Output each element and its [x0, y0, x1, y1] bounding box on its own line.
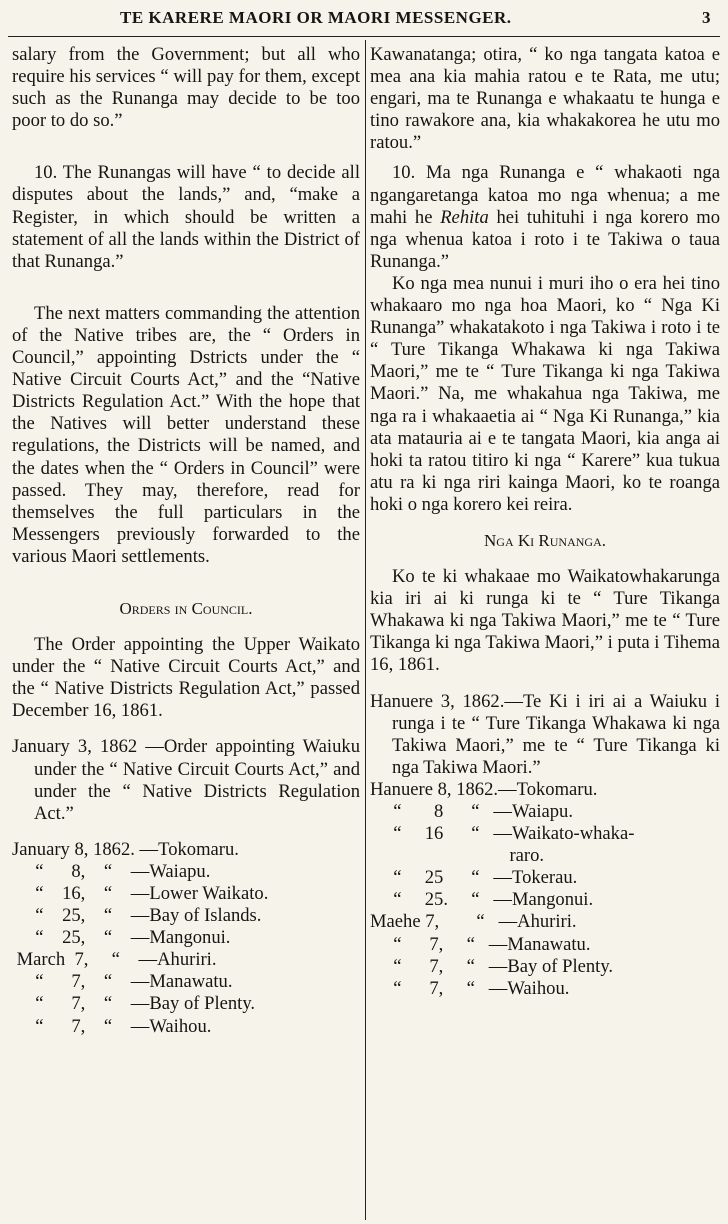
date-entry: “ 7, “ —Manawatu.: [12, 971, 233, 993]
runanga-whenua-paragraph: [370, 162, 720, 272]
column-divider: [365, 40, 366, 1220]
date-entry: “ 8, “ —Waiapu.: [12, 860, 211, 882]
date-entry: January 8, 1862. —Tokomaru.: [12, 838, 239, 860]
orders-heading: Orders in Council.: [119, 598, 253, 618]
date-entry: March 7, “ —Ahuriri.: [12, 949, 217, 971]
maori-column: [370, 44, 720, 1000]
date-entry: raro.: [370, 845, 545, 867]
paragraph-text: hei tuhituhi i nga korero mo nga whenua katoa i roto i te Takiwa o taua Runanga.”: [370, 206, 720, 272]
date-entry: Maehe 7, “ —Ahuriri.: [370, 911, 577, 933]
date-entry: “ 7, “ —Waihou.: [12, 1015, 212, 1037]
date-entry: Hanuere 8, 1862.—Tokomaru.: [370, 778, 598, 800]
hanuere-paragraph: Hanuere 3, 1862.—Te Ki i iri ai a Waiuku i runga i te “ Ture Tikanga Whakawa ki nga Takiwa Maori,” me te “ Ture Tikanga ki nga Takiwa Maori.”: [370, 690, 720, 778]
date-entry: “ 16 “ —Waikato-whaka-: [370, 823, 635, 845]
nga-ki-intro-paragraph: Ko nga mea nunui i muri iho o era hei tino whakaaro mo nga hoa Maori, ko “ Nga Ki Runanga” whakatakoto i nga Takiwa i roto i te “ Ture Tikanga Whakawa ki nga Takiwa Maori,” me te “ Ture Tikanga ki nga Takiwa Maori.” Na, me whakahua nga Takiwa, me nga ra i whakaaetia ai “ Nga Ki Runanga,” kia ata matauria ai e te tangata Maori, kia anga ai hoki ta ratou titiro ki nga “ Karere” kua tukua atu ra ki nga riri kainga Maori, ko te roanga hoki o nga korero kei reira.: [370, 272, 720, 515]
page-number: 3: [702, 8, 711, 27]
paragraph-text: 10. Ma nga Runanga e “ whakaoti nga ngangaretanga katoa mo nga whenua; a me mahi he: [370, 162, 720, 228]
date-entry: “ 8 “ —Waiapu.: [370, 801, 573, 822]
date-list: [12, 839, 360, 1038]
kawanatanga-paragraph: Kawanatanga; otira, “ ko nga tangata katoa e mea ana kia mahia ratou e te Rata, me utu; engari, ma te Runanga e whakaatu te hunga e tino rawakore ana, kia whakakorea he utu mo ratou.”: [370, 44, 720, 154]
nga-ki-heading: Nga Ki Runanga.: [484, 530, 606, 550]
orders-intro-paragraph: The next matters commanding the attention of the Native tribes are, the “ Orders in Council,” appointing Dstricts under the “ Native Circuit Courts Act,” and the “Native Districts Regulation Act.” With the hope that the Natives will better understand these regulations, the Districts will be named, and the dates when the “ Orders in Council” were passed. They may, therefore, read for themselves the full particulars in the Messengers previously forwarded to the various Maori settlements.: [12, 302, 360, 567]
upper-waikato-paragraph: The Order appointing the Upper Waikato under the “ Native Circuit Courts Act,” and the “ Native Districts Regulation Act,” passed December 16, 1861.: [12, 634, 360, 722]
date-entry: “ 25, “ —Bay of Islands.: [12, 905, 262, 927]
waiuku-paragraph: January 3, 1862 —Order appointing Waiuku under the “ Native Circuit Courts Act,” and under the “ Native Districts Regulation Act.”: [12, 736, 360, 824]
date-entry: “ 25 “ —Tokerau.: [370, 867, 578, 889]
date-entry: “ 25, “ —Mangonui.: [12, 927, 231, 949]
date-entry: “ 25. “ —Mangonui.: [370, 889, 594, 911]
date-list: [370, 779, 720, 1000]
salary-paragraph: salary from the Government; but all who require his services “ will pay for them, except such as the Runanga may decide to be too poor to do so.”: [12, 44, 360, 132]
date-entry: “ 7, “ —Manawatu.: [370, 933, 591, 955]
english-column: [12, 44, 360, 1038]
date-entry: “ 7, “ —Waihou.: [370, 977, 570, 999]
date-entry: “ 7, “ —Bay of Plenty.: [12, 993, 256, 1015]
masthead-title: TE KARERE MAORI OR MAORI MESSENGER.: [120, 8, 512, 27]
page-header: [0, 4, 728, 34]
date-entry: “ 16, “ —Lower Waikato.: [12, 883, 269, 904]
runangas-paragraph: 10. The Runangas will have “ to decide all disputes about the lands,” and, “make a Register, in which should be written a statement of all the lands within the District of that Runanga.”: [12, 162, 360, 272]
date-entry: “ 7, “ —Bay of Plenty.: [370, 955, 614, 977]
header-rule: [8, 36, 720, 37]
rehita-word: Rehita: [440, 206, 489, 228]
waikato-whakarunga-paragraph: Ko te ki whakaae mo Waikatowhakarunga kia iri ai ki runga ki te “ Ture Tikanga Whakawa ki nga Takiwa Maori,” me te “ Ture Tikanga ki nga Takiwa Maori,” i puta i Tihema 16, 1861.: [370, 566, 720, 676]
